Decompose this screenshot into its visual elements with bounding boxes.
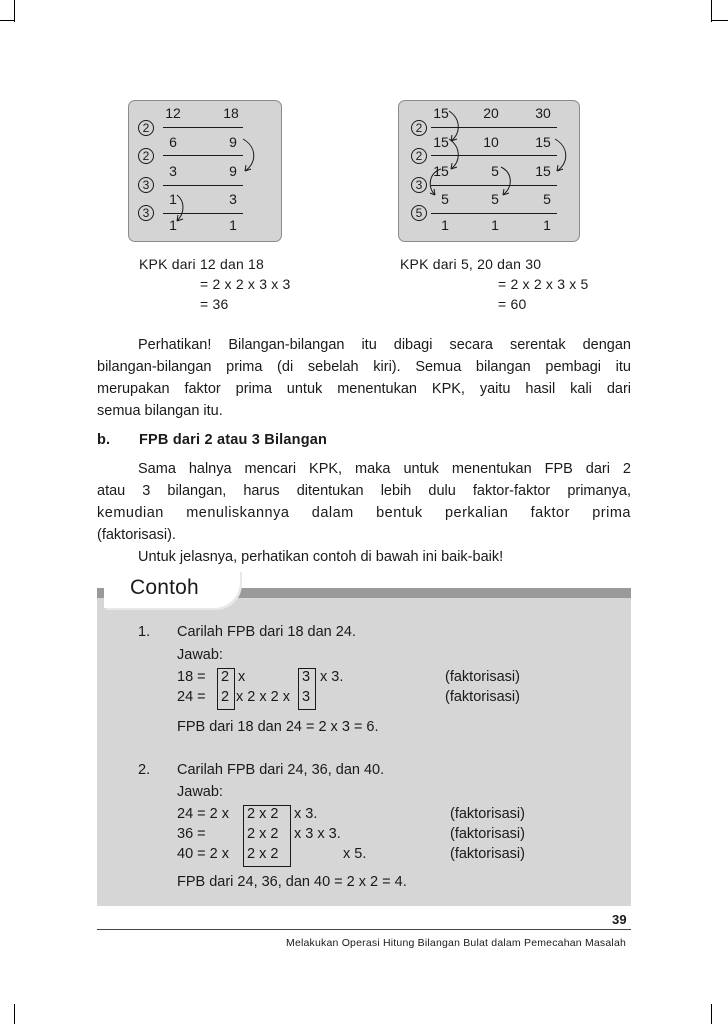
factor-text: x 2 x 2 x [236, 689, 290, 705]
answer-label: Jawab: [177, 647, 223, 663]
kpk-value: 9 [229, 163, 237, 179]
paragraph-fpb-explanation: Sama halnya mencari KPK, maka untuk menentukan FPB dari 2 atau 3 bilangan, harus ditentukan lebih dulu faktor-faktor primanya, kemudian menuliskannya dalam bentuk perkalian faktor prima (faktorisasi). Untuk jelasnya, perhatikan contoh di bawah ini baik-baik! [97, 461, 631, 565]
kpk-diagram-left [128, 100, 282, 242]
example-number: 1. [138, 624, 151, 640]
kpk-value: 12 [165, 105, 181, 121]
common-factor-box [243, 805, 291, 867]
factorization-note: (faktorisasi) [450, 826, 525, 842]
kpk-value: 15 [433, 105, 449, 121]
kpk-value: 15 [433, 163, 449, 179]
kpk-value: 9 [229, 134, 237, 150]
kpk-value: 20 [483, 105, 499, 121]
example-question: Carilah FPB dari 24, 36, dan 40. [177, 762, 385, 778]
factorization-note: (faktorisasi) [445, 689, 520, 705]
divisor-circle: 3 [411, 177, 427, 193]
paragraph-kpk-explanation: Perhatikan! Bilangan-bilangan itu dibagi secara serentak dengan bilangan-bilangan prima (di sebelah kiri). Semua bilangan pembagi itu merupakan faktor prima untuk menentukan KPK, yaitu hasil kali dari semua bilangan itu. [97, 337, 631, 419]
kpk-value: 5 [441, 191, 449, 207]
kpk-value: 6 [169, 134, 177, 150]
factor-boxed: 3 [302, 689, 311, 705]
kpk-caption-right: KPK dari 5, 20 dan 30 [400, 256, 542, 272]
kpk-equation: = 2 x 2 x 3 x 3 [200, 276, 291, 292]
example-question: Carilah FPB dari 18 dan 24. [177, 624, 356, 640]
common-factor-box [298, 668, 316, 710]
factorization-note: (faktorisasi) [445, 669, 520, 685]
example-result: FPB dari 18 dan 24 = 2 x 3 = 6. [177, 719, 379, 735]
kpk-value: 15 [433, 134, 449, 150]
kpk-value: 1 [169, 217, 177, 233]
divisor-circle: 5 [411, 205, 427, 221]
factor-boxed: 3 [302, 669, 311, 685]
kpk-value: 1 [441, 217, 449, 233]
factor-lhs: 24 = 2 x [177, 806, 229, 822]
kpk-caption-left: KPK dari 12 dan 18 [139, 256, 265, 272]
factorization-note: (faktorisasi) [450, 846, 525, 862]
factor-lhs: 36 = [177, 826, 206, 842]
factor-boxed: 2 x 2 [247, 806, 279, 822]
crop-mark [711, 0, 712, 22]
section-title: FPB dari 2 atau 3 Bilangan [139, 432, 328, 448]
example-number: 2. [138, 762, 151, 778]
kpk-diagram-right [398, 100, 580, 242]
factor-lhs: 40 = 2 x [177, 846, 229, 862]
factor-boxed: 2 x 2 [247, 826, 279, 842]
common-factor-box [217, 668, 235, 710]
kpk-value: 15 [535, 163, 551, 179]
kpk-value: 1 [543, 217, 551, 233]
kpk-value: 1 [169, 191, 177, 207]
factor-text: x 3. [320, 669, 344, 685]
crop-mark [711, 20, 728, 21]
divisor-circle: 2 [138, 148, 154, 164]
kpk-value: 1 [229, 217, 237, 233]
kpk-value: 5 [543, 191, 551, 207]
crop-mark [14, 1004, 15, 1024]
factor-boxed: 2 [221, 669, 230, 685]
kpk-value: 15 [535, 134, 551, 150]
factor-text: x [238, 669, 246, 685]
carry-arrows [129, 101, 281, 241]
factorization-note: (faktorisasi) [450, 806, 525, 822]
factor-boxed: 2 x 2 [247, 846, 279, 862]
kpk-value: 3 [229, 191, 237, 207]
kpk-value: 1 [491, 217, 499, 233]
crop-mark [711, 1004, 712, 1024]
kpk-value: 5 [491, 163, 499, 179]
footer-divider [97, 929, 631, 930]
factor-lhs: 18 = [177, 669, 206, 685]
divisor-circle: 2 [411, 148, 427, 164]
divisor-circle: 3 [138, 205, 154, 221]
section-label: b. [97, 432, 111, 448]
factor-text: x 5. [343, 846, 367, 862]
kpk-equation: = 36 [200, 296, 229, 312]
example-title: Contoh [130, 576, 199, 599]
answer-label: Jawab: [177, 784, 223, 800]
divisor-circle: 3 [138, 177, 154, 193]
kpk-value: 5 [491, 191, 499, 207]
kpk-value: 10 [483, 134, 499, 150]
crop-mark [0, 20, 15, 21]
example-result: FPB dari 24, 36, dan 40 = 2 x 2 = 4. [177, 874, 407, 890]
divisor-circle: 2 [138, 120, 154, 136]
factor-text: x 3 x 3. [294, 826, 341, 842]
kpk-value: 30 [535, 105, 551, 121]
factor-boxed: 2 [221, 689, 230, 705]
divisor-circle: 2 [411, 120, 427, 136]
carry-arrows [399, 101, 579, 241]
factor-text: x 3. [294, 806, 318, 822]
kpk-value: 3 [169, 163, 177, 179]
page-number: 39 [612, 912, 627, 927]
kpk-equation: = 2 x 2 x 3 x 5 [498, 276, 589, 292]
footer-caption: Melakukan Operasi Hitung Bilangan Bulat dalam Pemecahan Masalah [286, 937, 627, 949]
crop-mark [14, 0, 15, 22]
kpk-value: 18 [223, 105, 239, 121]
factor-lhs: 24 = [177, 689, 206, 705]
kpk-equation: = 60 [498, 296, 527, 312]
